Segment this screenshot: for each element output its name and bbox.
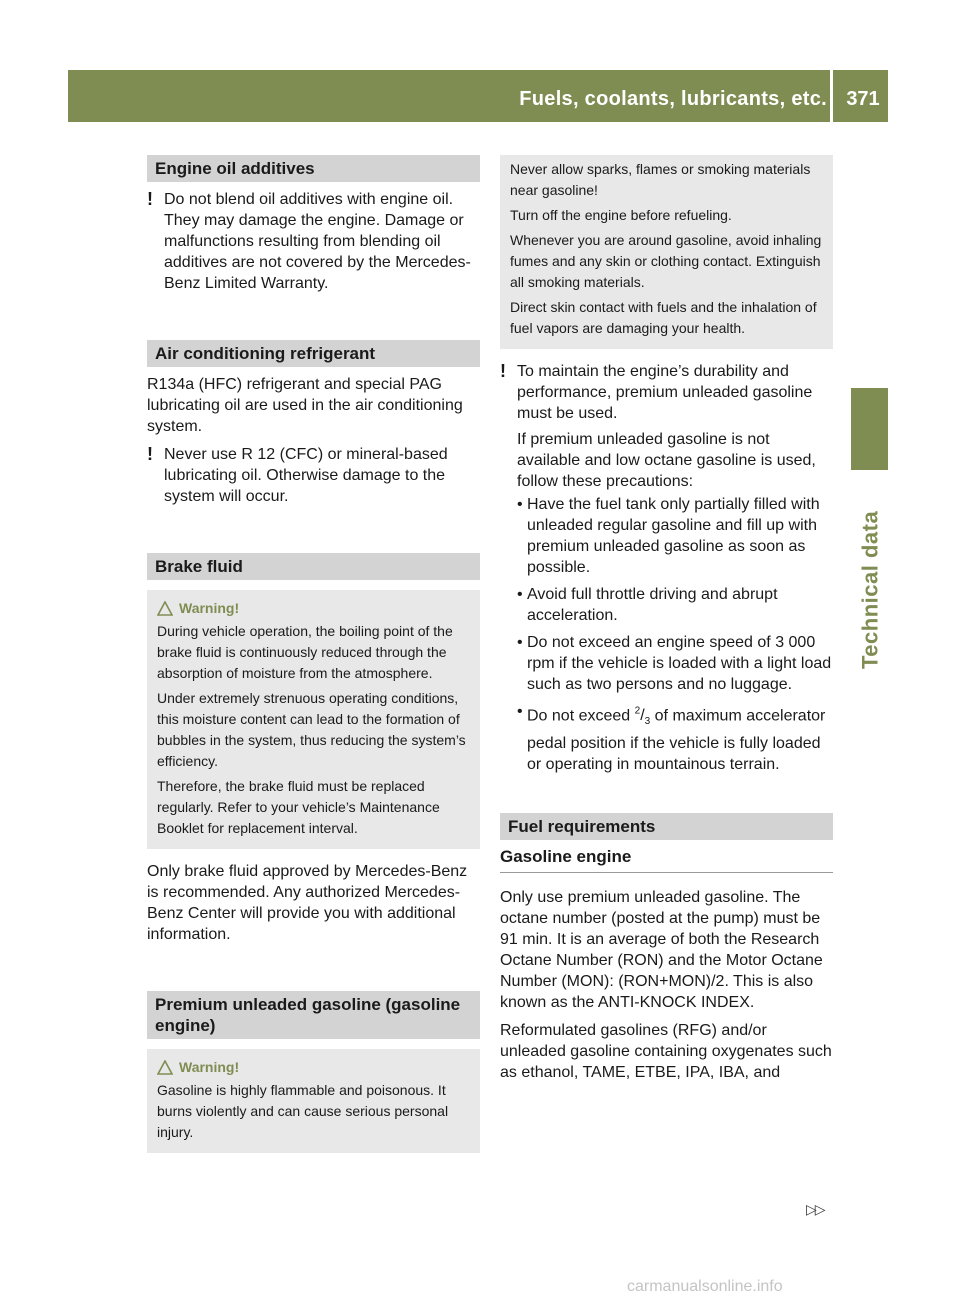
notice-durability [500, 361, 833, 775]
notice-paragraph: If premium unleaded gasoline is not available and low octane gasoline is used, follow these precautions: [517, 431, 816, 490]
paragraph-ac-refrigerant: R134a (HFC) refrigerant and special PAG lubricating oil are used in the air conditioning system. [147, 376, 463, 435]
right-column [500, 155, 833, 1083]
warning-paragraph: Therefore, the brake fluid must be replaced regularly. Refer to your vehicle’s Maintenance Booklet for replacement interval. [157, 778, 440, 836]
list-item-text: of maximum accelerator pedal position if the vehicle is fully loaded or operating in mountainous terrain. [527, 707, 826, 773]
running-header-title: Fuels, coolants, lubricants, etc. [519, 88, 827, 110]
warning-label: Warning! [179, 1059, 240, 1075]
exclamation-icon: ! [147, 444, 153, 464]
subheading-gasoline-engine: Gasoline engine [500, 846, 833, 873]
warning-paragraph: Direct skin contact with fuels and the inhalation of fuel vapors are damaging your health. [510, 299, 817, 336]
fraction-numerator: 2 [634, 706, 641, 717]
notice-text: To maintain the engine’s durability and performance, premium unleaded gasoline must be used. [517, 363, 813, 422]
warning-paragraph: Whenever you are around gasoline, avoid inhaling fumes and any skin or clothing contact. Extinguish all smoking materials. [510, 232, 822, 290]
warning-triangle-icon [157, 1060, 173, 1075]
warning-triangle-icon [157, 601, 173, 616]
section-heading-oil-additives: Engine oil additives [147, 155, 480, 182]
exclamation-icon: ! [147, 189, 153, 209]
warning-box-gasoline-continued [500, 155, 833, 349]
paragraph-fuel-requirements: Reformulated gasolines (RFG) and/or unleaded gasoline containing oxygenates such as ethanol, TAME, ETBE, IPA, IBA, and [500, 1021, 832, 1081]
paragraph-fuel-requirements: Only use premium unleaded gasoline. The octane number (posted at the pump) must be 91 min. It is an average of both the Research Octane Number (RON) and the Motor Octane Number (MON): (RON+MON)/2. This is also known as the ANTI-KNOCK INDEX. [500, 888, 823, 1011]
notice-text: Never use R 12 (CFC) or mineral-based lubricating oil. Otherwise damage to the system will occur. [164, 446, 448, 505]
continue-arrows-icon: ▷▷ [806, 1201, 824, 1217]
warning-paragraph: Gasoline is highly flammable and poisonous. It burns violently and can cause serious personal injury. [157, 1082, 449, 1140]
warning-header [157, 1057, 472, 1078]
warning-paragraph: Under extremely strenuous operating conditions, this moisture content can lead to the formation of bubbles in the system, thus reducing the system’s efficiency. [157, 690, 466, 769]
warning-paragraph: Turn off the engine before refueling. [510, 207, 732, 223]
fraction-two-thirds: $^2/_3$ [634, 706, 651, 728]
section-heading-brake-fluid: Brake fluid [147, 553, 480, 580]
notice-text: Do not blend oil additives with engine oil. They may damage the engine. Damage or malfunctions resulting from blending oil additives are not covered by the Mercedes-Benz Limited Warranty. [164, 191, 471, 292]
list-item: • Avoid full throttle driving and abrupt acceleration. [517, 584, 833, 626]
page-number: 371 [846, 88, 880, 110]
warning-box-brake-fluid [147, 590, 480, 849]
paragraph-brake-fluid: Only brake fluid approved by Mercedes-Benz is recommended. Any authorized Mercedes-Benz Center will provide you with additional information. [147, 863, 468, 943]
list-item: • Do not exceed an engine speed of 3 000 rpm if the vehicle is loaded with a light load such as two persons and no luggage. [517, 632, 833, 695]
warning-paragraph: During vehicle operation, the boiling point of the brake fluid is continuously reduced through the absorption of moisture from the atmosphere. [157, 623, 453, 681]
list-item-text: Do not exceed [527, 707, 635, 725]
precaution-list [517, 494, 833, 775]
exclamation-icon: ! [500, 361, 506, 381]
side-tab-marker [851, 388, 888, 470]
notice-oil-additives [147, 189, 480, 294]
fraction-denominator: 3 [644, 716, 651, 728]
section-heading-premium-gasoline: Premium unleaded gasoline (gasoline engine) [147, 991, 480, 1039]
notice-ac-refrigerant [147, 444, 480, 507]
warning-label: Warning! [179, 600, 240, 616]
warning-header [157, 598, 472, 619]
side-tab-label: Technical data [857, 510, 883, 670]
section-heading-fuel-requirements: Fuel requirements [500, 813, 833, 840]
list-item [517, 701, 833, 775]
list-item: • Have the fuel tank only partially filled with unleaded regular gasoline and fill up with premium unleaded gasoline as soon as possible. [517, 494, 833, 578]
header-separator [830, 70, 833, 122]
left-column [147, 155, 480, 1153]
warning-box-gasoline [147, 1049, 480, 1153]
warning-paragraph: Never allow sparks, flames or smoking materials near gasoline! [510, 161, 811, 198]
watermark: carmanualsonline.info [627, 1278, 783, 1295]
section-heading-ac-refrigerant: Air conditioning refrigerant [147, 340, 480, 367]
